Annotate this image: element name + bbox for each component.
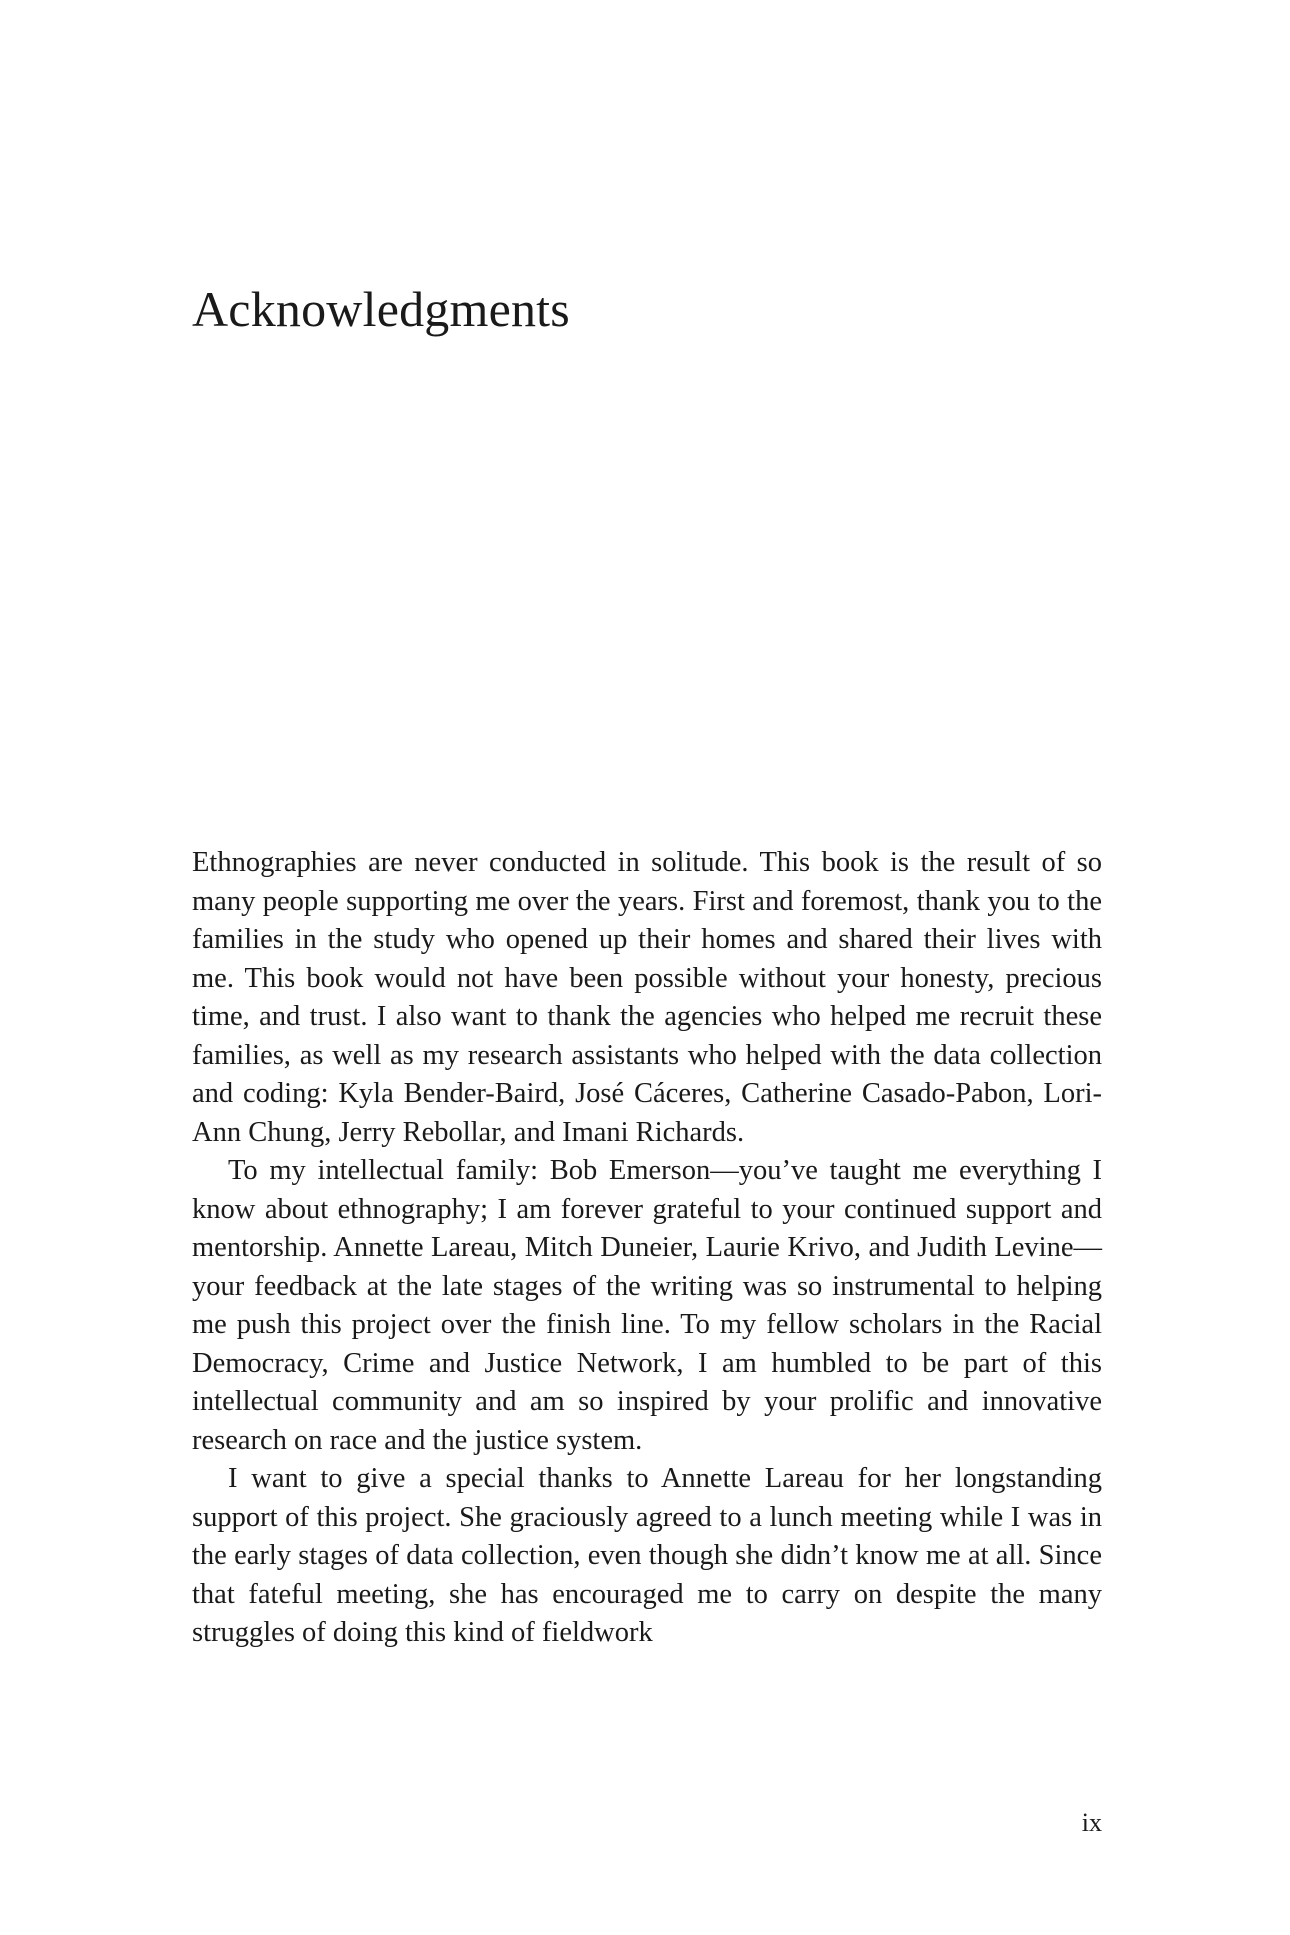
paragraph-3: I want to give a special thanks to Annette Lareau for her longstanding support of this project. She graciously agreed to a lunch meeting while I was in the early stages of data collection, even though she didn’t know me at all. Since that fateful meeting, she has encouraged me to carry on despite the many struggles of doing this kind of fieldwork [192, 1463, 1102, 1648]
paragraph-2: To my intellectual family: Bob Emerson—you’ve taught me everything I know about ethnography; I am forever grateful to your continued support and mentorship. Annette Lareau, Mitch Duneier, Laurie Krivo, and Judith Levine—your feedback at the late stages of the writing was so instrumental to helping me push this project over the finish line. To my fellow scholars in the Racial Democracy, Crime and Justice Network, I am humbled to be part of this intellectual community and am so inspired by your prolific and innovative research on race and the justice system. [192, 1155, 1102, 1456]
body-text [192, 844, 1102, 1653]
paragraph-1: Ethnographies are never conducted in solitude. This book is the result of so many people supporting me over the years. First and foremost, thank you to the families in the study who opened up their homes and shared their lives with me. This book would not have been possible without your honesty, precious time, and trust. I also want to thank the agencies who helped me recruit these families, as well as my research assistants who helped with the data collection and coding: Kyla Bender-Baird, José Cáceres, Catherine Casado-Pabon, Lori-Ann Chung, Jerry Rebollar, and Imani Richards. [192, 847, 1102, 1148]
chapter-title: Acknowledgments [192, 281, 570, 337]
page-number: ix [1081, 1808, 1102, 1837]
